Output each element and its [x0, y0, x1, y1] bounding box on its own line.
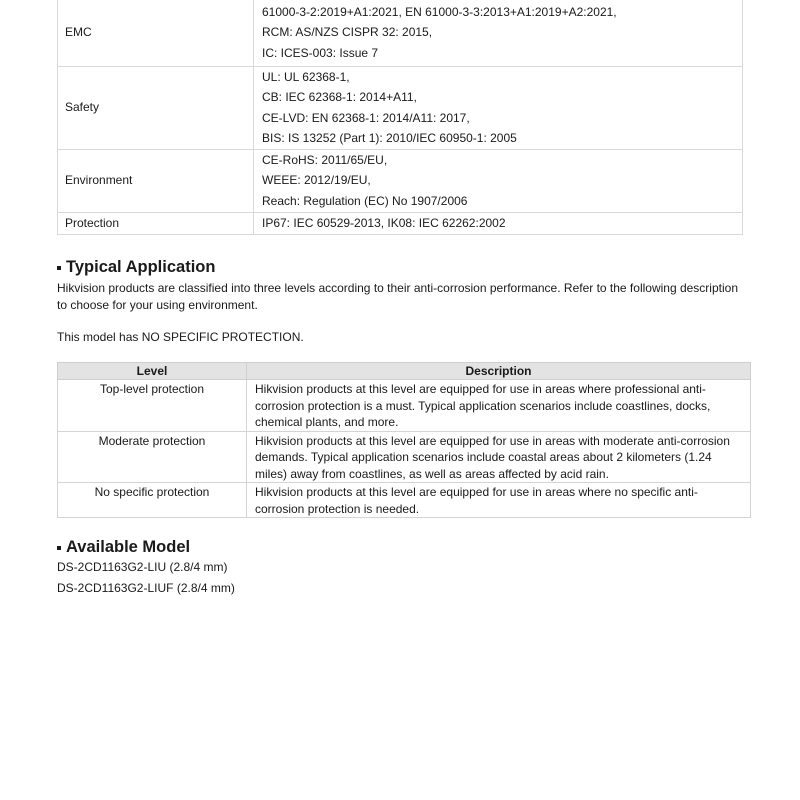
- column-header-description: Description: [247, 363, 751, 380]
- spec-row-emc: [58, 0, 743, 66]
- section-title: Typical Application: [66, 258, 216, 276]
- spec-value: IP67: IEC 60529-2013, IK08: IEC 62262:2002: [262, 215, 506, 230]
- column-header-level: Level: [58, 363, 247, 380]
- table-row: [58, 380, 751, 432]
- spec-values: [254, 66, 743, 149]
- description-cell: Hikvision products at this level are equipped for use in areas with moderate anti-corrosion demands. Typical application scenarios include coastal areas about 2 kilometers (1.24 miles) away from coastlines, as well as areas affected by acid rain.: [247, 431, 751, 483]
- spec-value: CB: IEC 62368-1: 2014+A11,: [262, 90, 417, 105]
- spec-value: Reach: Regulation (EC) No 1907/2006: [262, 194, 468, 209]
- spec-values: [254, 212, 743, 234]
- spec-label: Protection: [58, 212, 254, 234]
- model-item: DS-2CD1163G2-LIUF (2.8/4 mm): [57, 581, 235, 595]
- spec-label: Safety: [58, 66, 254, 149]
- spec-value: IC: ICES-003: Issue 7: [262, 46, 379, 61]
- spec-value: BIS: IS 13252 (Part 1): 2010/IEC 60950-1: 2005: [262, 131, 517, 146]
- spec-table: [57, 0, 743, 235]
- table-header: [58, 363, 751, 380]
- spec-value: WEEE: 2012/19/EU,: [262, 173, 371, 188]
- level-cell: Top-level protection: [58, 380, 247, 432]
- section-title: Available Model: [66, 538, 191, 556]
- spec-row-protection: [58, 212, 743, 234]
- level-cell: Moderate protection: [58, 431, 247, 483]
- spec-label: EMC: [58, 0, 254, 66]
- model-item: DS-2CD1163G2-LIU (2.8/4 mm): [57, 560, 228, 574]
- table-row: [58, 431, 751, 483]
- description-cell: Hikvision products at this level are equipped for use in areas where professional anti-corrosion protection is a must. Typical application scenarios include coastlines, docks, chemical plants, and more.: [247, 380, 751, 432]
- spec-value: UL: UL 62368-1,: [262, 69, 350, 84]
- typical-application-heading: [57, 258, 215, 277]
- bullet-icon: [57, 266, 61, 270]
- description-cell: Hikvision products at this level are equipped for use in areas where no specific anti-corrosion protection is needed.: [247, 483, 751, 518]
- spec-value: CE-RoHS: 2011/65/EU,: [262, 152, 388, 167]
- spec-value: CE-LVD: EN 62368-1: 2014/A11: 2017,: [262, 110, 470, 125]
- intro-text: Hikvision products are classified into three levels according to their anti-corrosion performance. Refer to the following description to choose for your using environment.: [57, 281, 738, 312]
- spec-values: [254, 149, 743, 212]
- spec-value: 61000-3-2:2019+A1:2021, EN 61000-3-3:2013+A1:2019+A2:2021,: [262, 4, 617, 19]
- table-row: [58, 483, 751, 518]
- level-cell: No specific protection: [58, 483, 247, 518]
- spec-row-environment: [58, 149, 743, 212]
- spec-row-safety: [58, 66, 743, 149]
- spec-value: RCM: AS/NZS CISPR 32: 2015,: [262, 25, 433, 40]
- model-note: This model has NO SPECIFIC PROTECTION.: [57, 330, 304, 344]
- application-table: [57, 362, 751, 518]
- available-model-heading: [57, 538, 190, 557]
- spec-values: [254, 0, 743, 66]
- spec-label: Environment: [58, 149, 254, 212]
- bullet-icon: [57, 546, 61, 550]
